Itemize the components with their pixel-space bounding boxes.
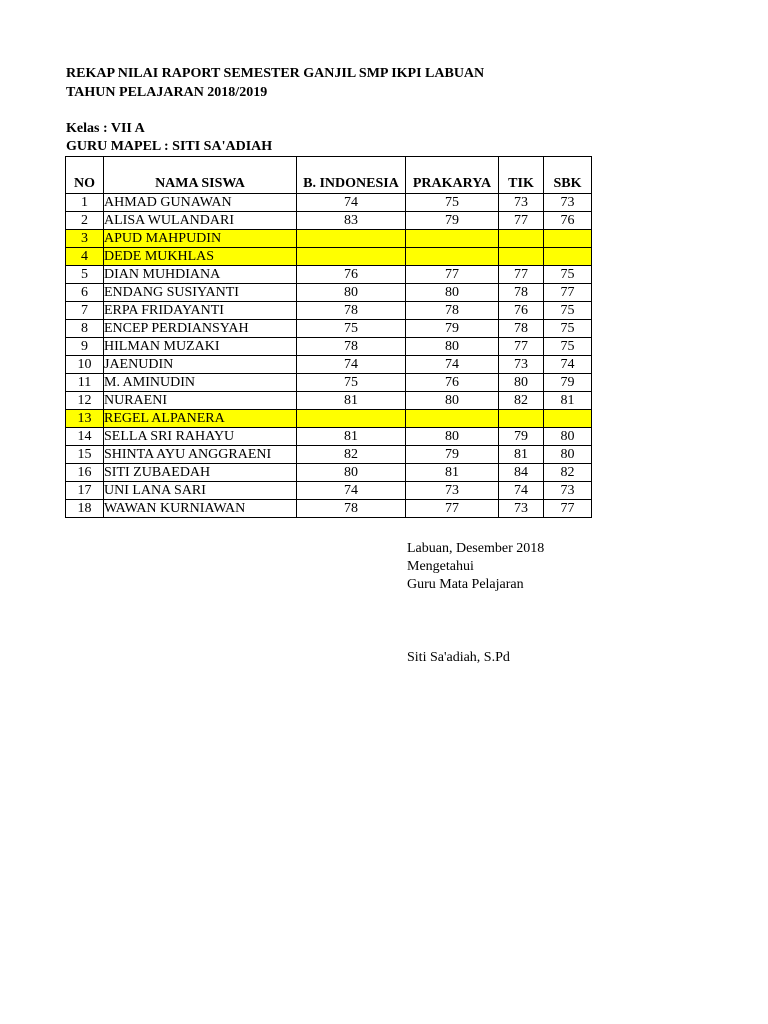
grade-b-indonesia: 78 bbox=[297, 302, 406, 320]
student-name: JAENUDIN bbox=[104, 356, 297, 374]
grade-prakarya: 80 bbox=[406, 338, 499, 356]
table-row bbox=[66, 248, 592, 266]
grade-tik: 82 bbox=[499, 392, 544, 410]
student-number: 1 bbox=[66, 194, 104, 212]
student-number: 7 bbox=[66, 302, 104, 320]
grade-prakarya: 73 bbox=[406, 482, 499, 500]
table-row bbox=[66, 194, 592, 212]
student-name: AHMAD GUNAWAN bbox=[104, 194, 297, 212]
table-row bbox=[66, 320, 592, 338]
grade-sbk bbox=[544, 230, 592, 248]
grade-prakarya bbox=[406, 248, 499, 266]
grade-prakarya: 77 bbox=[406, 500, 499, 518]
grade-b-indonesia bbox=[297, 248, 406, 266]
table-row bbox=[66, 392, 592, 410]
student-name: APUD MAHPUDIN bbox=[104, 230, 297, 248]
class-label: Kelas : VII A bbox=[66, 121, 145, 136]
grade-sbk: 75 bbox=[544, 302, 592, 320]
grade-tik bbox=[499, 230, 544, 248]
grade-prakarya: 80 bbox=[406, 284, 499, 302]
table-row bbox=[66, 428, 592, 446]
student-name: UNI LANA SARI bbox=[104, 482, 297, 500]
signer-name: Siti Sa'adiah, S.Pd bbox=[407, 650, 510, 665]
student-number: 8 bbox=[66, 320, 104, 338]
table-row bbox=[66, 482, 592, 500]
student-name: ENCEP PERDIANSYAH bbox=[104, 320, 297, 338]
student-name: ERPA FRIDAYANTI bbox=[104, 302, 297, 320]
grade-tik: 78 bbox=[499, 320, 544, 338]
student-number: 6 bbox=[66, 284, 104, 302]
grade-b-indonesia: 76 bbox=[297, 266, 406, 284]
table-row bbox=[66, 446, 592, 464]
place-date: Labuan, Desember 2018 bbox=[407, 541, 545, 556]
grade-tik: 73 bbox=[499, 500, 544, 518]
grade-b-indonesia: 80 bbox=[297, 464, 406, 482]
grade-sbk: 82 bbox=[544, 464, 592, 482]
grade-tik: 84 bbox=[499, 464, 544, 482]
column-header-prakarya: PRAKARYA bbox=[406, 157, 499, 194]
academic-year: TAHUN PELAJARAN 2018/2019 bbox=[66, 85, 268, 100]
student-name: ALISA WULANDARI bbox=[104, 212, 297, 230]
table-row bbox=[66, 302, 592, 320]
student-number: 9 bbox=[66, 338, 104, 356]
grade-sbk: 81 bbox=[544, 392, 592, 410]
grade-sbk: 73 bbox=[544, 194, 592, 212]
grade-b-indonesia bbox=[297, 410, 406, 428]
student-number: 10 bbox=[66, 356, 104, 374]
grade-prakarya: 79 bbox=[406, 212, 499, 230]
student-number: 16 bbox=[66, 464, 104, 482]
grade-prakarya: 79 bbox=[406, 446, 499, 464]
grade-tik: 77 bbox=[499, 338, 544, 356]
grade-tik: 77 bbox=[499, 212, 544, 230]
grade-b-indonesia: 82 bbox=[297, 446, 406, 464]
grade-b-indonesia: 78 bbox=[297, 338, 406, 356]
grade-tik: 74 bbox=[499, 482, 544, 500]
column-header-sbk: SBK bbox=[544, 157, 592, 194]
grade-sbk bbox=[544, 410, 592, 428]
student-name: ENDANG SUSIYANTI bbox=[104, 284, 297, 302]
grade-tik: 76 bbox=[499, 302, 544, 320]
grade-b-indonesia: 81 bbox=[297, 428, 406, 446]
grade-tik: 73 bbox=[499, 356, 544, 374]
column-header-no: NO bbox=[66, 157, 104, 194]
student-name: REGEL ALPANERA bbox=[104, 410, 297, 428]
table-row bbox=[66, 230, 592, 248]
table-row bbox=[66, 338, 592, 356]
table-row bbox=[66, 266, 592, 284]
student-number: 3 bbox=[66, 230, 104, 248]
grade-tik: 80 bbox=[499, 374, 544, 392]
student-number: 15 bbox=[66, 446, 104, 464]
grade-sbk: 76 bbox=[544, 212, 592, 230]
grade-b-indonesia: 80 bbox=[297, 284, 406, 302]
grade-prakarya: 80 bbox=[406, 428, 499, 446]
grade-b-indonesia: 75 bbox=[297, 320, 406, 338]
student-name: DIAN MUHDIANA bbox=[104, 266, 297, 284]
grade-tik: 81 bbox=[499, 446, 544, 464]
column-header-name: NAMA SISWA bbox=[104, 157, 297, 194]
grade-sbk bbox=[544, 248, 592, 266]
grade-tik bbox=[499, 248, 544, 266]
grade-tik: 73 bbox=[499, 194, 544, 212]
student-number: 2 bbox=[66, 212, 104, 230]
acknowledged-label: Mengetahui bbox=[407, 559, 474, 574]
table-row bbox=[66, 464, 592, 482]
student-name: WAWAN KURNIAWAN bbox=[104, 500, 297, 518]
student-number: 12 bbox=[66, 392, 104, 410]
table-row bbox=[66, 212, 592, 230]
grade-b-indonesia: 74 bbox=[297, 356, 406, 374]
grade-sbk: 79 bbox=[544, 374, 592, 392]
table-header-row bbox=[66, 157, 592, 194]
table-row bbox=[66, 356, 592, 374]
grade-sbk: 80 bbox=[544, 428, 592, 446]
student-number: 14 bbox=[66, 428, 104, 446]
grade-b-indonesia: 83 bbox=[297, 212, 406, 230]
column-header-b-indonesia: B. INDONESIA bbox=[297, 157, 406, 194]
grade-b-indonesia: 78 bbox=[297, 500, 406, 518]
grade-tik: 78 bbox=[499, 284, 544, 302]
report-title: REKAP NILAI RAPORT SEMESTER GANJIL SMP IKPI LABUAN bbox=[66, 66, 485, 81]
grade-prakarya: 78 bbox=[406, 302, 499, 320]
student-name: DEDE MUKHLAS bbox=[104, 248, 297, 266]
student-number: 17 bbox=[66, 482, 104, 500]
grade-prakarya bbox=[406, 230, 499, 248]
grade-sbk: 73 bbox=[544, 482, 592, 500]
student-number: 13 bbox=[66, 410, 104, 428]
grade-prakarya: 75 bbox=[406, 194, 499, 212]
grade-sbk: 80 bbox=[544, 446, 592, 464]
grade-prakarya: 76 bbox=[406, 374, 499, 392]
grade-tik bbox=[499, 410, 544, 428]
teacher-label: GURU MAPEL : SITI SA'ADIAH bbox=[66, 139, 273, 154]
table-row bbox=[66, 410, 592, 428]
grade-prakarya: 77 bbox=[406, 266, 499, 284]
grade-sbk: 75 bbox=[544, 338, 592, 356]
grade-b-indonesia: 75 bbox=[297, 374, 406, 392]
student-name: SITI ZUBAEDAH bbox=[104, 464, 297, 482]
grades-table-body bbox=[66, 194, 592, 518]
table-row bbox=[66, 284, 592, 302]
student-number: 11 bbox=[66, 374, 104, 392]
grade-sbk: 75 bbox=[544, 320, 592, 338]
grades-table bbox=[65, 156, 592, 518]
student-number: 18 bbox=[66, 500, 104, 518]
grade-prakarya: 74 bbox=[406, 356, 499, 374]
grade-b-indonesia: 74 bbox=[297, 482, 406, 500]
grade-prakarya: 79 bbox=[406, 320, 499, 338]
grade-tik: 79 bbox=[499, 428, 544, 446]
grade-sbk: 77 bbox=[544, 284, 592, 302]
signer-role: Guru Mata Pelajaran bbox=[407, 577, 524, 592]
table-row bbox=[66, 374, 592, 392]
student-name: NURAENI bbox=[104, 392, 297, 410]
grade-prakarya: 80 bbox=[406, 392, 499, 410]
grade-b-indonesia: 81 bbox=[297, 392, 406, 410]
student-number: 5 bbox=[66, 266, 104, 284]
table-row bbox=[66, 500, 592, 518]
grade-tik: 77 bbox=[499, 266, 544, 284]
column-header-tik: TIK bbox=[499, 157, 544, 194]
grade-prakarya: 81 bbox=[406, 464, 499, 482]
student-name: SELLA SRI RAHAYU bbox=[104, 428, 297, 446]
student-name: M. AMINUDIN bbox=[104, 374, 297, 392]
grade-sbk: 74 bbox=[544, 356, 592, 374]
student-number: 4 bbox=[66, 248, 104, 266]
grade-b-indonesia: 74 bbox=[297, 194, 406, 212]
student-name: HILMAN MUZAKI bbox=[104, 338, 297, 356]
grade-b-indonesia bbox=[297, 230, 406, 248]
grade-sbk: 75 bbox=[544, 266, 592, 284]
grade-sbk: 77 bbox=[544, 500, 592, 518]
student-name: SHINTA AYU ANGGRAENI bbox=[104, 446, 297, 464]
grade-prakarya bbox=[406, 410, 499, 428]
